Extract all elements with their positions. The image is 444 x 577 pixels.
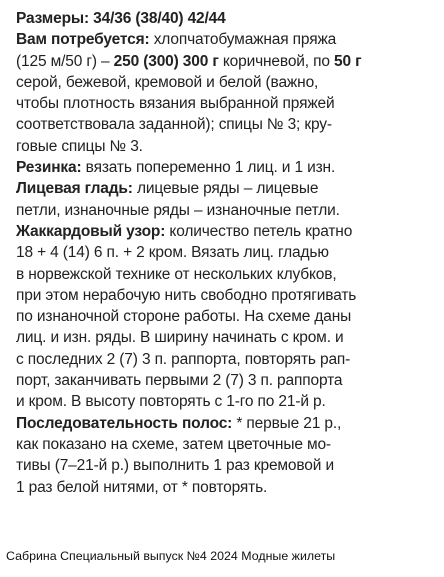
materials-line-4: чтобы плотность вязания выбранной пряжей (16, 95, 335, 113)
jacquard-line-6: лиц. и изн. ряды. В ширину начинать с кром. и (16, 329, 344, 347)
materials-line-2 (16, 51, 440, 72)
ribbing-line (16, 157, 440, 178)
jacquard-label: Жаккардовый узор: (16, 222, 166, 240)
jacquard-line-4: при этом нерабочую нить свободно протягивать (16, 286, 357, 304)
materials-line-3: серой, бежевой, кремовой и белой (важно, (16, 73, 319, 91)
pattern-instructions (16, 8, 440, 498)
sizes-label: Размеры: (16, 10, 90, 27)
materials-text: коричневой, по (218, 52, 334, 70)
materials-amount: 250 (300) 300 г (113, 52, 219, 70)
jacquard-line-3: в норвежской технике от нескольких клубков, (16, 265, 337, 283)
stockinette-text: лицевые ряды – лицевые (132, 180, 319, 198)
jacquard-line-1 (16, 221, 440, 242)
materials-text: хлопчатобумажная пряжа (149, 31, 337, 49)
stockinette-line-1 (16, 178, 440, 199)
sizes-line (16, 8, 440, 29)
materials-amount: 50 г (333, 52, 362, 70)
jacquard-text: количество петель кратно (165, 222, 353, 240)
stripes-line-4: 1 раз белой нитями, от * повторять. (16, 478, 268, 496)
ribbing-label: Резинка: (16, 159, 82, 177)
jacquard-line-5: по изнаночной стороне работы. На схеме даны (16, 308, 352, 326)
stockinette-line-2: петли, изнаночные ряды – изнаночные петли. (16, 201, 340, 219)
stripes-line-2: как показано на схеме, затем цветочные мо- (16, 435, 331, 453)
materials-line-1 (16, 29, 440, 50)
sizes-values: 34/36 (38/40) 42/44 (89, 10, 226, 27)
materials-line-5: соответствовала заданной); спицы № 3; кру- (16, 116, 332, 134)
stripes-line-3: тивы (7–21-й р.) выполнить 1 раз кремовой и (16, 457, 334, 475)
materials-text: (125 м/50 г) – (16, 52, 114, 70)
stripes-text: * первые 21 р., (232, 414, 342, 432)
jacquard-line-2: 18 + 4 (14) 6 п. + 2 кром. Вязать лиц. гладью (16, 244, 329, 262)
stripes-label: Последовательность полос: (16, 414, 233, 432)
materials-label: Вам потребуется: (16, 31, 150, 49)
stockinette-label: Лицевая гладь: (16, 180, 133, 198)
jacquard-line-8: порт, заканчивать первыми 2 (7) 3 п. раппорта (16, 372, 343, 390)
jacquard-line-7: с последних 2 (7) 3 п. раппорта, повторять рап- (16, 350, 351, 368)
source-caption: Сабрина Специальный выпуск №4 2024 Модные жилеты (6, 549, 336, 563)
materials-line-6: говые спицы № 3. (16, 137, 143, 155)
ribbing-text: вязать попеременно 1 лиц. и 1 изн. (81, 159, 336, 177)
jacquard-line-9: и кром. В высоту повторять с 1-го по 21-й р. (16, 393, 326, 411)
stripes-line-1 (16, 413, 440, 434)
